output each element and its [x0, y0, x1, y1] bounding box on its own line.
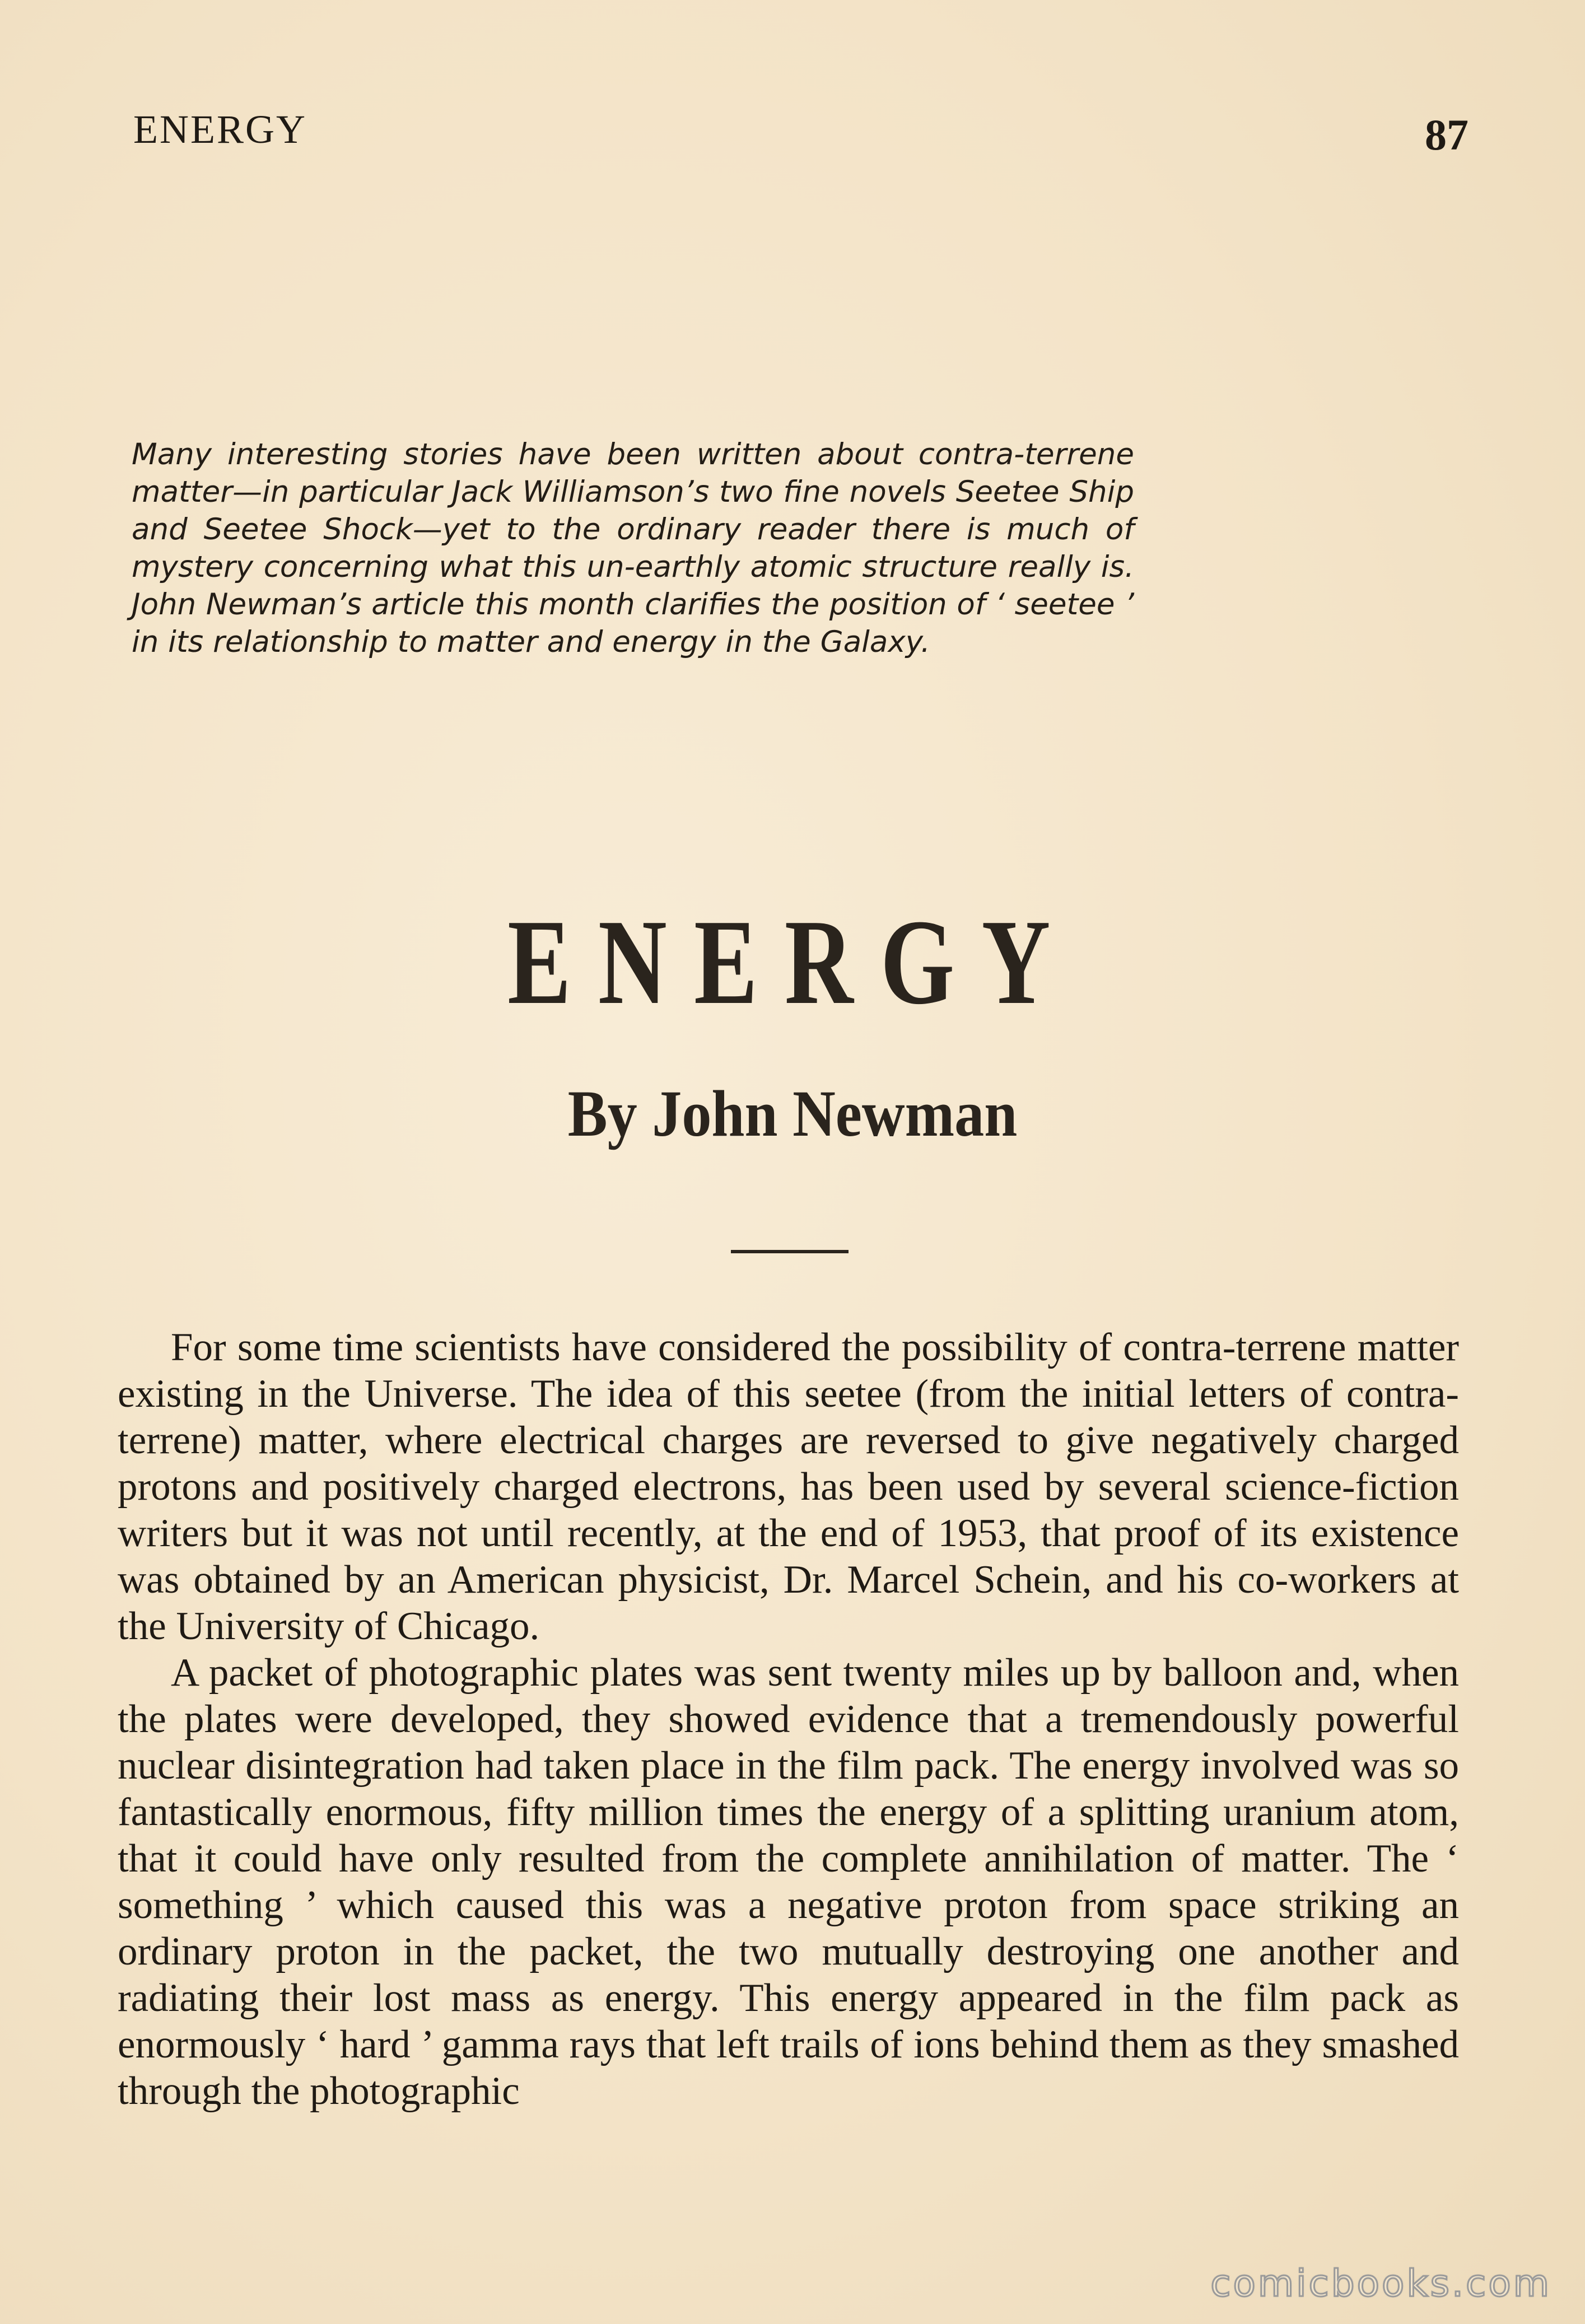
- article-body: [118, 1324, 1459, 2115]
- article-title: ENERGY: [507, 895, 1078, 1030]
- editorial-intro: Many interesting stories have been written about contra-terrene matter—in particular Jack Williamson’s two fine novels Seetee Ship and Seetee Shock—yet to the ordinary reader there is much of mystery concerning what this un-earthly atomic structure really is. John Newman’s article this month clarifies the position of ‘ seetee ’ in its relationship to matter and energy in the Galaxy.: [132, 437, 1134, 659]
- section-divider: [731, 1250, 849, 1253]
- page-number: 87: [1425, 110, 1469, 159]
- body-paragraph: For some time scientists have considered the possibility of contra-terrene matter existing in the Universe. The idea of this seetee (from the initial letters of contra-terrene) matter, where electrical charges are reversed to give negatively charged protons and positively charged electrons, has been used by several science-fiction writers but it was not until recently, at the end of 1953, that proof of its existence was obtained by an American physicist, Dr. Marcel Schein, and his co-workers at the University of Chicago.: [118, 1326, 1459, 1648]
- watermark: comicbooks.com: [1210, 2262, 1551, 2305]
- running-head: ENERGY: [133, 107, 307, 152]
- article-byline: By John Newman: [567, 1077, 1018, 1150]
- body-paragraph: A packet of photographic plates was sent twenty miles up by balloon and, when the plates were developed, they showed evidence that a tremendously powerful nuclear disintegration had taken place in the film pack. The energy involved was so fantastically enormous, fifty million times the energy of a splitting uranium atom, that it could have only resulted from the complete annihilation of matter. The ‘ something ’ which caused this was a negative proton from space striking an ordinary proton in the packet, the two mutually destroying one another and radiating their lost mass as energy. This energy appeared in the film pack as enormously ‘ hard ’ gamma rays that left trails of ions behind them as they smashed through the photographic: [118, 1651, 1459, 2113]
